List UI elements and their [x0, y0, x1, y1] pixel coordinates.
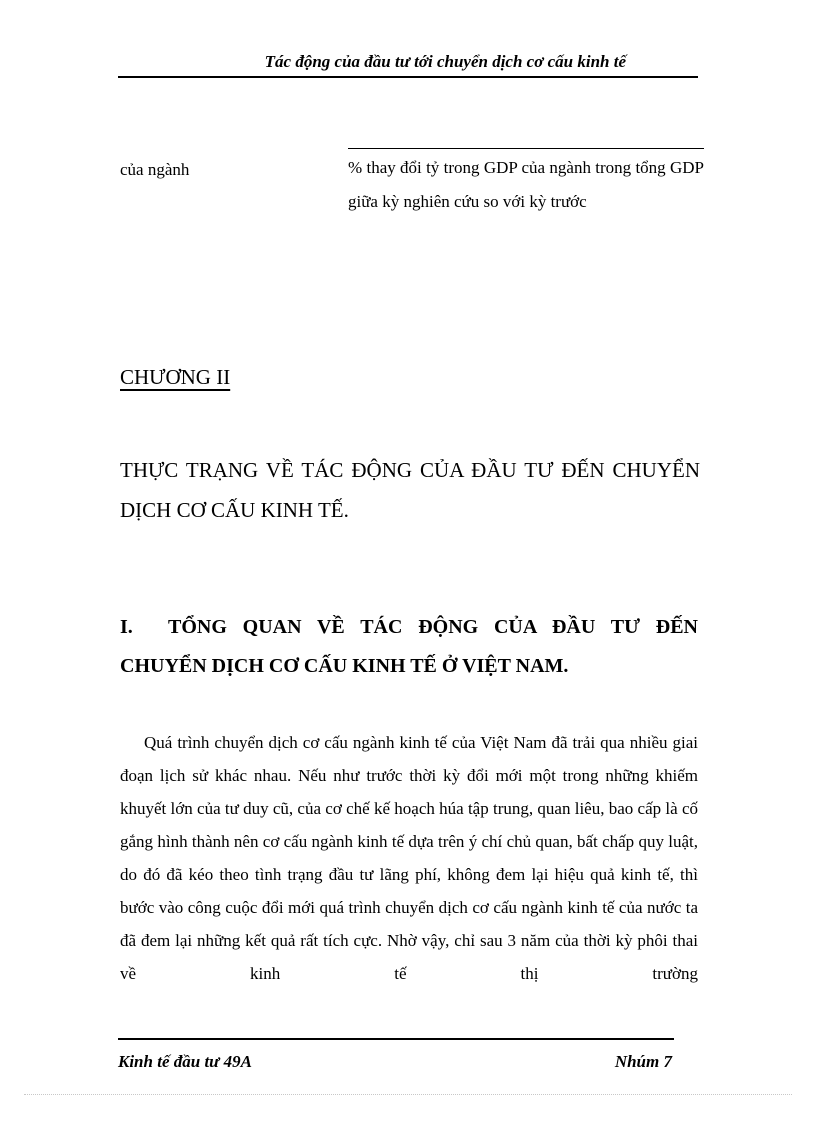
page-header	[118, 50, 698, 78]
table-fragment	[118, 140, 704, 250]
page-edge-divider	[24, 1094, 792, 1095]
table-left-cell: của ngành	[120, 160, 190, 179]
section-heading	[120, 608, 698, 686]
body-paragraph: Quá trình chuyển dịch cơ cấu ngành kinh tế của Việt Nam đã trải qua nhiều giai đoạn lịch sử khác nhau. Nếu như trước thời kỳ đổi mới một trong những khiếm khuyết lớn của tư duy cũ, của cơ chế kế hoạch húa tập trung, quan liêu, bao cấp là cố gắng hình thành nên cơ cấu ngành kinh tế dựa trên ý chí chủ quan, bất chấp quy luật, do đó đã kéo theo tình trạng đầu tư lãng phí, không đem lại hiệu quả kinh tế, thì bước vào công cuộc đổi mới quá trình chuyển dịch cơ cấu ngành kinh tế của nước ta đã đem lại những kết quả rất tích cực. Nhờ vậy, chỉ sau 3 năm của thời kỳ phôi thai về kinh tế thị trường	[120, 733, 698, 983]
table-right-cell: % thay đổi tỷ trong GDP của ngành trong tổng GDP giữa kỳ nghiên cứu so với kỳ trước	[348, 148, 704, 219]
footer-right-text: Nhúm 7	[614, 1052, 672, 1071]
page-footer	[118, 1038, 674, 1080]
section-title: TỔNG QUAN VỀ TÁC ĐỘNG CỦA ĐẦU TƯ ĐẾN CHUYỂN DỊCH CƠ CẤU KINH TẾ Ở VIỆT NAM.	[120, 616, 698, 677]
section-number: I.	[120, 616, 133, 638]
chapter-label: CHƯƠNG II	[120, 365, 231, 389]
chapter-title: THỰC TRẠNG VỀ TÁC ĐỘNG CỦA ĐẦU TƯ ĐẾN CHUYỂN DỊCH CƠ CẤU KINH TẾ.	[120, 458, 700, 522]
footer-left-text: Kinh tế đầu tư 49A	[118, 1052, 252, 1071]
header-title: Tác động của đầu tư tới chuyển dịch cơ cấu kinh tế	[264, 52, 626, 71]
